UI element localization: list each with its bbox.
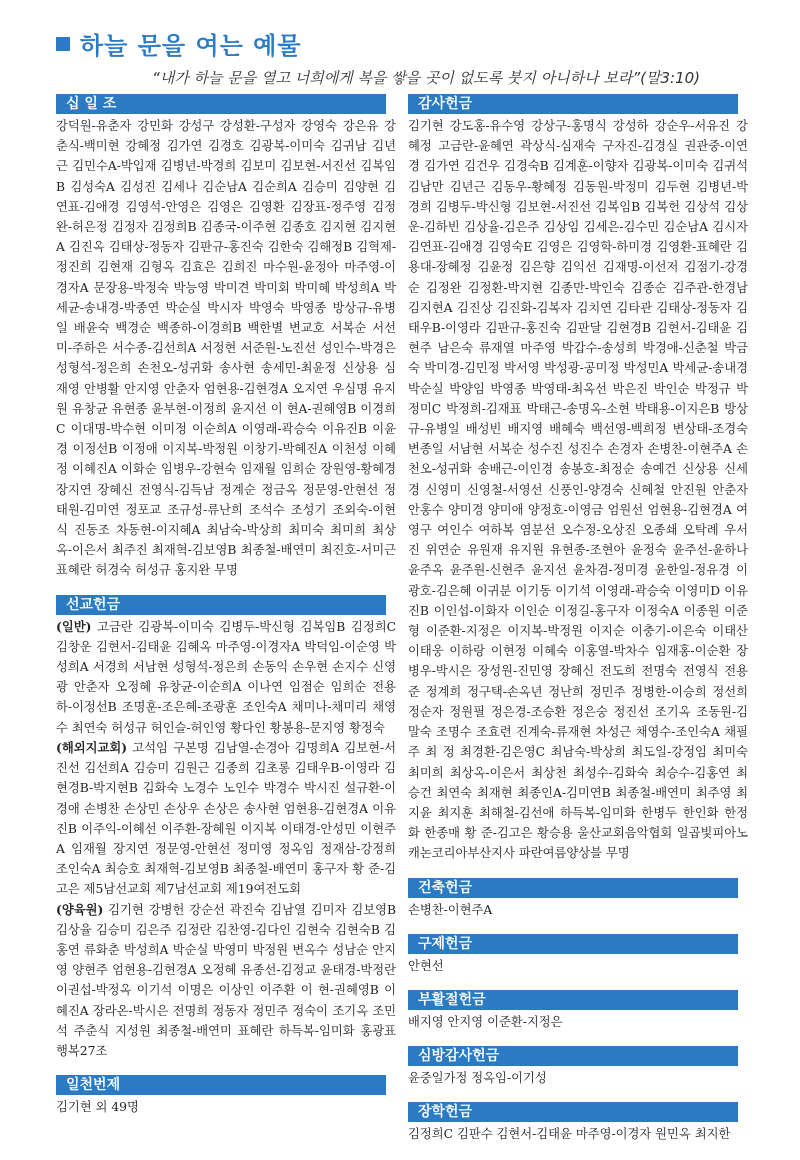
mission-group-general — [56, 617, 396, 738]
section-title-scholarship: 장학헌금 — [408, 1102, 738, 1122]
group-label: (일반) — [56, 618, 92, 634]
right-column — [408, 94, 748, 1145]
group-label: (해외지교회) — [56, 739, 128, 755]
bible-verse: “내가 하늘 문을 열고 너희에게 복을 쌓을 곳이 없도록 붓지 아니하나 보라”(말3:10) — [151, 69, 701, 87]
square-bullet-icon — [56, 37, 70, 51]
section-body-firstservice: 김기현 외 49명 — [56, 1100, 139, 1115]
section-body-building: 손병찬-이현주A — [408, 902, 493, 917]
section-title-building: 건축헌금 — [408, 878, 738, 898]
page-title — [56, 26, 756, 61]
group-text: 김기현 강병헌 강순선 곽진숙 김남열 김미자 김보영B 김상율 김승미 김은주 김정란 김찬영-김다인 김현숙 김현숙B 김홍연 류화춘 박성희A 박순실 박영미 박정원 변옥수 성남순 안지영 양현주 엄현용-김현경A 오정혜 유종선-김정교 윤태경-박정란 이권섭-박정옥 이기석 이명은 이상인 이주환 이 현-권혜영B 이혜진A 장라온-박시은 전명희 정동자 정민주 정숙이 조기옥 조민석 주춘식 지성원 최종철-배연미 표혜란 하득복-임미화 홍광표 행복27조 — [56, 902, 396, 1058]
section-body-scholarship: 김정희C 김판수 김현서-김태윤 마주영-이경자 원민옥 최지한 — [408, 1127, 731, 1142]
title-text: 하늘 문을 여는 예물 — [80, 32, 302, 60]
section-title-relief: 구제헌금 — [408, 934, 738, 954]
mission-group-overseas — [56, 738, 396, 900]
section-body-easter: 배지영 안지영 이준환-지정은 — [408, 1014, 563, 1029]
group-label: (양육원) — [56, 901, 104, 917]
left-column — [56, 94, 396, 1117]
section-body-mission — [56, 617, 396, 1061]
section-body-visit-thanks: 윤중일가정 정옥임-이기성 — [408, 1071, 547, 1086]
page-header — [56, 26, 756, 88]
section-body-relief: 안현선 — [408, 958, 444, 973]
section-title-visit-thanks: 심방감사헌금 — [408, 1046, 738, 1066]
section-title-mission: 선교헌금 — [56, 595, 386, 615]
section-title-firstservice: 일천번제 — [56, 1075, 386, 1095]
section-body-thanks: 김기현 강도홍-유수영 강상구-홍명식 강성하 강순우-서유진 강혜정 고금란-윤혜연 곽상식-심재숙 구자진-김경실 권관중-이연경 김가연 김건우 김경숙B 김계훈-이향자 김광복-이미숙 김귀석 김남만 김년근 김동우-황혜정 김동원-박정미 김두현 김병년-박경희 김병두-박신형 김보현-서진선 김복임B 김복헌 김상석 김상운-김하빈 김상율-김은주 김상임 김세은-김수민 김순남A 김시자 김연표-김애경 김영숙E 김영은 김영학-하미경 김영환-표혜란 김용대-장혜정 김윤정 김은향 김익선 김재명-이선저 김점기-강경순 김정완 김정환-박지현 김종만-박인숙 김종순 김주관-한경남 김지현A 김진상 김진화-김복자 김치연 김타관 김태상-정동자 김태우B-이영라 김판규-홍진숙 김판달 김현경B 김현서-김태윤 김현주 남은숙 류재열 마주영 박갑수-송성희 박경애-신춘철 박금숙 박미경-김민정 박서영 박성광-공미정 박성민A 박세균-송내경 박순실 박양임 박영종 박영태-최옥선 박은진 박인순 박정규 박정미C 박정희-김재표 박태근-송명옥-소현 박태용-이지은B 방상규-유병일 배성빈 배지영 배혜숙 백선영-백희정 변상태-조경숙 변종일 서남현 서복순 성수진 성진수 손경자 손병찬-이현주A 손천오-성귀화 송배근-이인경 송봉호-최정순 송예건 신상용 신세경 신영미 신영철-서영선 신풍인-양경숙 신혜철 안진원 안춘자 안홍수 양미경 양미애 양정호-이영금 엄원선 엄현용-김현경A 여영구 여인수 여하복 염분선 오수정-오상진 오종쇄 오탁례 우서진 위연순 유원재 유지원 유현종-조현아 윤정숙 윤주선-윤하나 윤주옥 윤주원-신현주 윤지선 윤차겸-정미경 윤한일-정유경 이광호-김은혜 이귀분 이기동 이기석 이영래-곽승숙 이영미D 이유진B 이인섭-이화자 이인순 이정길-홍구자 이정숙A 이종원 이준형 이준환-지정은 이지복-박정원 이지순 이충기-이은숙 이태산 이태웅 이하랑 이현정 이혜숙 이홍열-박차수 임재홍-이순환 장병우-박시은 장성원-진민영 장혜신 전도희 전명숙 전영식 전용준 정계희 정구택-손옥년 정난희 정민주 정병한-이승희 정선희 정순자 정원필 정은경-조승환 정은숭 정진선 조기옥 조동원-김말숙 조명수 조효련 진계숙-류재현 차성근 채영수-조인숙A 채필주 최 정 최경환-김은영C 최남숙-박상희 최도일-강정임 최미숙 최미희 최상옥-이은서 최상천 최성수-김화숙 최승수-김홍연 최승건 최연숙 최재현 최종인A-김미연B 최종철-배연미 최주영 최지윤 최지훈 최해철-김선애 하득복-임미화 한병두 한인화 한정화 한종매 황 준-김고은 황승용 울산교회음악협회 일곱빛피아노 캐논코리아부산지사 파란여름양상블 무명 — [408, 119, 748, 861]
section-body-tithe: 강덕원-유춘자 강민화 강성구 강성환-구성자 강영숙 강은유 강춘식-백미현 강혜정 김가연 김경호 김광복-이미숙 김귀남 김년근 김민수A-박입재 김병년-박경희 김보미 김보현-서진선 김복임B 김성숙A 김성진 김세나 김순남A 김순희A 김승미 김양현 김연표-김애경 김영석-안영은 김영은 김영환 김장표-정주영 김정완-허은정 김정자 김정희B 김종국-이주현 김종호 김지현 김지현A 김진옥 김태상-정동자 김판규-홍진숙 김한숙 김해정B 김혁제-정진희 김현재 김형옥 김효은 김희진 마수원-윤정아 마주영-이경자A 문장용-박정숙 박능영 박미견 박미회 박미혜 박성희A 박세균-송내경-박종연 박순실 박시자 박영숙 박영종 방상규-유병일 배윤숙 백경순 백종하-이경희B 백한별 변교호 서복순 서선미-주하은 서수종-김선희A 서정현 서준원-노진선 성인수-박경은 성형석-정은희 손천오-성귀화 송사현 송세민-최윤정 신상용 심재영 안병활 안지영 안춘자 엄현용-김현경A 오지연 우심명 유지원 유창균 유현종 윤부현-이정희 윤지선 이 현A-권혜영B 이경희C 이대명-박수현 이미정 이순희A 이영래-곽승숙 이유진B 이윤경 이정선B 이정애 이지복-박정원 이창기-박혜진A 이천성 이혜정 이혜진A 이화순 임병우-강현숙 임재월 임희순 장원영-황혜경 장지연 장혜신 전영식-김득남 정계순 정금옥 정문영-안현선 정태원-김미연 정포교 조규성-류난희 조석수 조성기 조외숙-이현식 진동조 차동현-이지혜A 최남숙-박상희 최미숙 최미희 최상옥-이은서 최주진 최재혁-김보영B 최종철-배연미 최진호-서미근 표혜란 허경숙 허성규 홍지완 무명 — [56, 119, 396, 578]
section-title-tithe: 십 일 조 — [56, 94, 386, 114]
group-text: 고석임 구본명 김남열-손경아 김명희A 김보현-서진선 김선희A 김승미 김원근 김종희 김초롱 김태우B-이영라 김현경B-박지현B 김화숙 노경수 노인수 박경수 박시진 설규환-이경애 손병찬 손상민 손상우 손상은 송사현 엄현용-김현경A 이유진B 이주익-이혜선 이주환-장혜원 이지복 이태경-안성민 이현주A 임재월 장지연 정문영-안현선 정미영 정옥임 정재삼-강정희 조인숙A 최승호 최재혁-김보영B 최종철-배연미 홍구자 황 준-김고은 제5남선교회 제7남선교회 제19여전도회 — [56, 740, 396, 897]
section-title-thanks: 감사헌금 — [408, 94, 738, 114]
mission-group-nursery — [56, 900, 396, 1062]
section-title-easter: 부활절헌금 — [408, 990, 738, 1010]
group-text: 고금란 김광복-이미숙 김병두-박신형 김복임B 김정희C 김창운 김현서-김태윤 김혜옥 마주영-이경자A 박덕임-이순영 박성희A 서경희 서남현 성형석-정은희 손동익 손우현 손지수 신영광 안춘자 오정혜 유창균-이순희A 이나연 임점순 임희순 전용하-이정선B 조명훈-조은혜-조광훈 조인숙A 채미나-채미리 채영수 최연숙 허성규 허인슬-허인영 황다인 황봉용-문지영 황정숙 — [56, 619, 396, 735]
